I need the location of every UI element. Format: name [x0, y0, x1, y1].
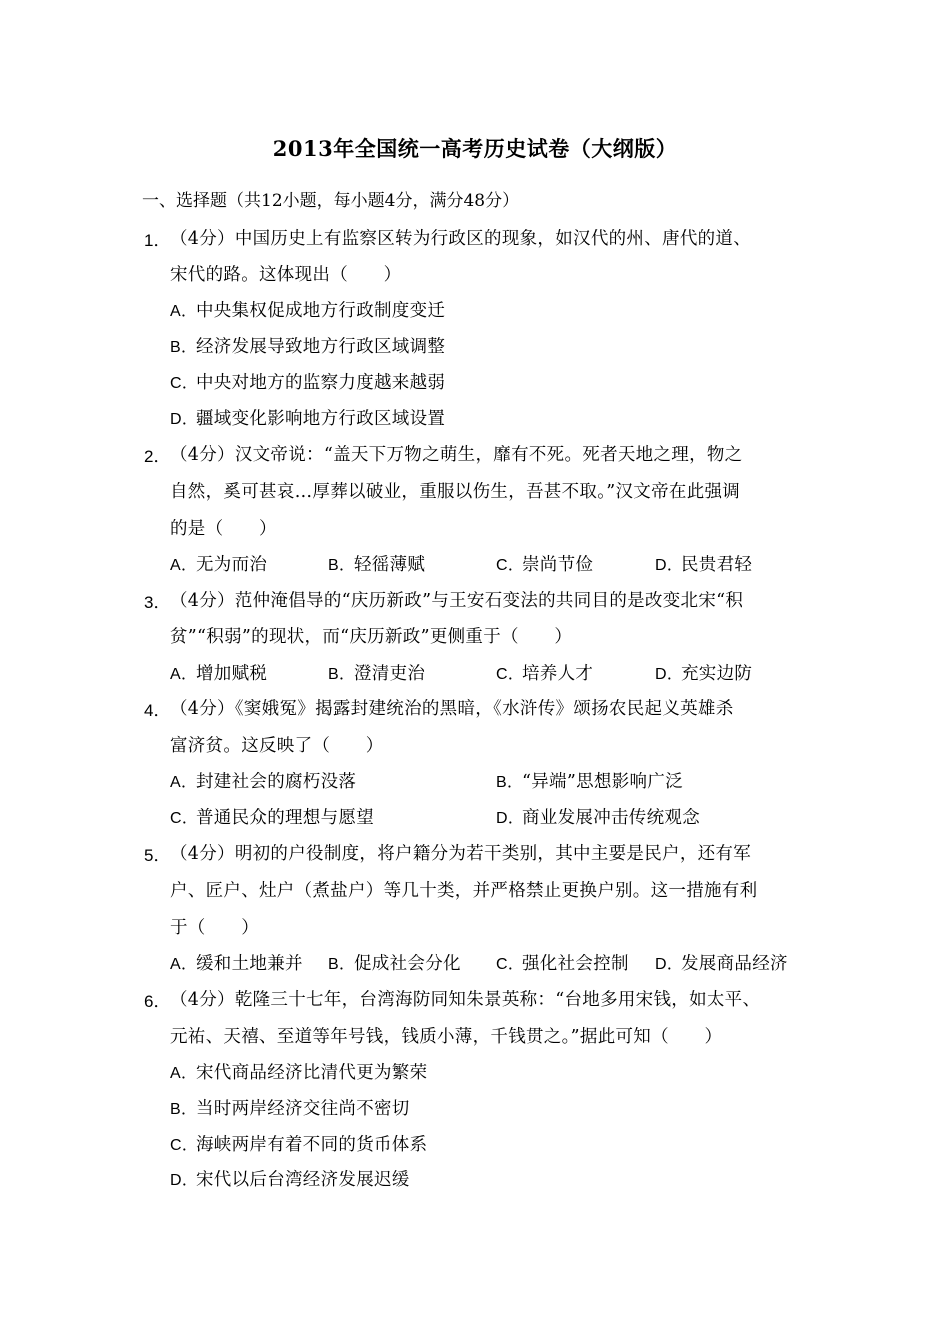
- option-text: 宋代商品经济比清代更为繁荣: [196, 1063, 428, 1083]
- option-letter: A．: [170, 557, 198, 574]
- option-text: 宋代以后台湾经济发展迟缓: [196, 1170, 410, 1190]
- option-text: 澄清吏治: [354, 664, 426, 684]
- option-letter: B．: [170, 339, 198, 356]
- option-text: 促成社会分化: [354, 954, 461, 974]
- page-title: 2013年全国统一高考历史试卷（大纲版）: [272, 136, 678, 161]
- option-text: 当时两岸经济交往尚不密切: [196, 1099, 410, 1119]
- option-a: [170, 1059, 427, 1084]
- question-number: 6．: [144, 992, 171, 1011]
- question-text-line: （4分）汉文帝说：“盖天下万物之萌生，靡有不死。死者天地之理，物之: [170, 445, 743, 465]
- option-text: 海峡两岸有着不同的货币体系: [196, 1135, 428, 1155]
- question-number: 5．: [144, 846, 171, 865]
- option-text: 商业发展冲击传统观念: [522, 808, 700, 828]
- option-text: 无为而治: [196, 555, 268, 575]
- option-text: 强化社会控制: [522, 954, 629, 974]
- option-letter: C．: [496, 666, 525, 683]
- option-letter: A．: [170, 1065, 198, 1082]
- option-text: 发展商品经济: [681, 954, 788, 974]
- option-text: 培养人才: [522, 664, 594, 684]
- option-b: [328, 551, 425, 576]
- option-d: [170, 1166, 410, 1191]
- option-text: 封建社会的腐朽没落: [196, 772, 357, 792]
- option-letter: C．: [170, 810, 199, 827]
- option-b: [170, 1095, 410, 1120]
- option-a: [170, 950, 303, 975]
- option-text: 中央集权促成地方行政制度变迁: [196, 301, 446, 321]
- option-d: [170, 405, 445, 430]
- option-text: 充实边防: [681, 664, 753, 684]
- option-letter: D．: [170, 411, 199, 428]
- option-a: [170, 660, 267, 685]
- question-text-line: 富济贫。这反映了（ ）: [170, 736, 384, 756]
- option-b: [496, 768, 683, 793]
- question-text-line: 宋代的路。这体现出（ ）: [170, 265, 402, 285]
- question-text-line: （4分）乾隆三十七年，台湾海防同知朱景英称：“台地多用宋钱，如太平、: [170, 990, 761, 1010]
- option-letter: C．: [496, 557, 525, 574]
- option-letter: C．: [170, 1137, 199, 1154]
- option-d: [496, 804, 700, 829]
- option-c: [496, 551, 593, 576]
- question-text-line: （4分）中国历史上有监察区转为行政区的现象，如汉代的州、唐代的道、: [170, 229, 752, 249]
- option-c: [496, 660, 593, 685]
- question-number: 1．: [144, 231, 171, 250]
- option-d: [655, 950, 788, 975]
- option-b: [170, 333, 445, 358]
- option-letter: C．: [170, 375, 199, 392]
- option-letter: B．: [328, 666, 356, 683]
- option-c: [170, 804, 374, 829]
- option-letter: B．: [328, 557, 356, 574]
- option-letter: A．: [170, 666, 198, 683]
- option-text: 崇尚节俭: [522, 555, 594, 575]
- option-letter: D．: [655, 666, 684, 683]
- option-letter: A．: [170, 303, 198, 320]
- option-c: [170, 369, 445, 394]
- option-letter: D．: [496, 810, 525, 827]
- option-b: [328, 950, 461, 975]
- question-text-line: 贫”“积弱”的现状，而“庆历新政”更侧重于（ ）: [170, 627, 573, 647]
- option-a: [170, 768, 356, 793]
- option-letter: B．: [170, 1101, 198, 1118]
- option-text: 缓和土地兼并: [196, 954, 303, 974]
- question-text-line: （4分）明初的户役制度，将户籍分为若干类别，其中主要是民户，还有军: [170, 844, 752, 864]
- question-text-line: 户、匠户、灶户（煮盐户）等几十类，并严格禁止更换户别。这一措施有利: [170, 881, 758, 901]
- option-c: [496, 950, 629, 975]
- option-letter: B．: [496, 774, 524, 791]
- question-text-line: （4分）《窦娥冤》揭露封建统治的黑暗，《水浒传》颂扬农民起义英雄杀: [170, 699, 734, 719]
- question-text-line: （4分）范仲淹倡导的“庆历新政”与王安石变法的共同目的是改变北宋“积: [170, 591, 744, 611]
- option-letter: A．: [170, 774, 198, 791]
- question-number: 4．: [144, 701, 171, 720]
- option-text: “异端”思想影响广泛: [522, 772, 683, 792]
- option-text: 疆域变化影响地方行政区域设置: [196, 409, 446, 429]
- option-text: 增加赋税: [196, 664, 268, 684]
- question-text-line: 的是（ ）: [170, 519, 277, 539]
- section-heading: 一、选择题（共12小题，每小题4分，满分48分）: [142, 191, 520, 211]
- option-letter: D．: [655, 956, 684, 973]
- option-d: [655, 660, 752, 685]
- question-number: 3．: [144, 593, 171, 612]
- question-text-line: 自然，奚可甚哀…厚葬以破业，重服以伤生，吾甚不取。”汉文帝在此强调: [170, 482, 741, 502]
- option-text: 民贵君轻: [681, 555, 753, 575]
- option-letter: D．: [170, 1172, 199, 1189]
- option-text: 中央对地方的监察力度越来越弱: [196, 373, 446, 393]
- option-a: [170, 297, 445, 322]
- option-letter: B．: [328, 956, 356, 973]
- option-letter: A．: [170, 956, 198, 973]
- option-text: 经济发展导致地方行政区域调整: [196, 337, 446, 357]
- option-text: 轻徭薄赋: [354, 555, 426, 575]
- option-letter: C．: [496, 956, 525, 973]
- option-b: [328, 660, 425, 685]
- option-c: [170, 1131, 427, 1156]
- question-number: 2．: [144, 447, 171, 466]
- option-a: [170, 551, 267, 576]
- option-letter: D．: [655, 557, 684, 574]
- question-text-line: 于（ ）: [170, 918, 259, 938]
- option-text: 普通民众的理想与愿望: [196, 808, 374, 828]
- question-text-line: 元祐、天禧、至道等年号钱，钱质小薄，千钱贯之。”据此可知（ ）: [170, 1027, 723, 1047]
- option-d: [655, 551, 752, 576]
